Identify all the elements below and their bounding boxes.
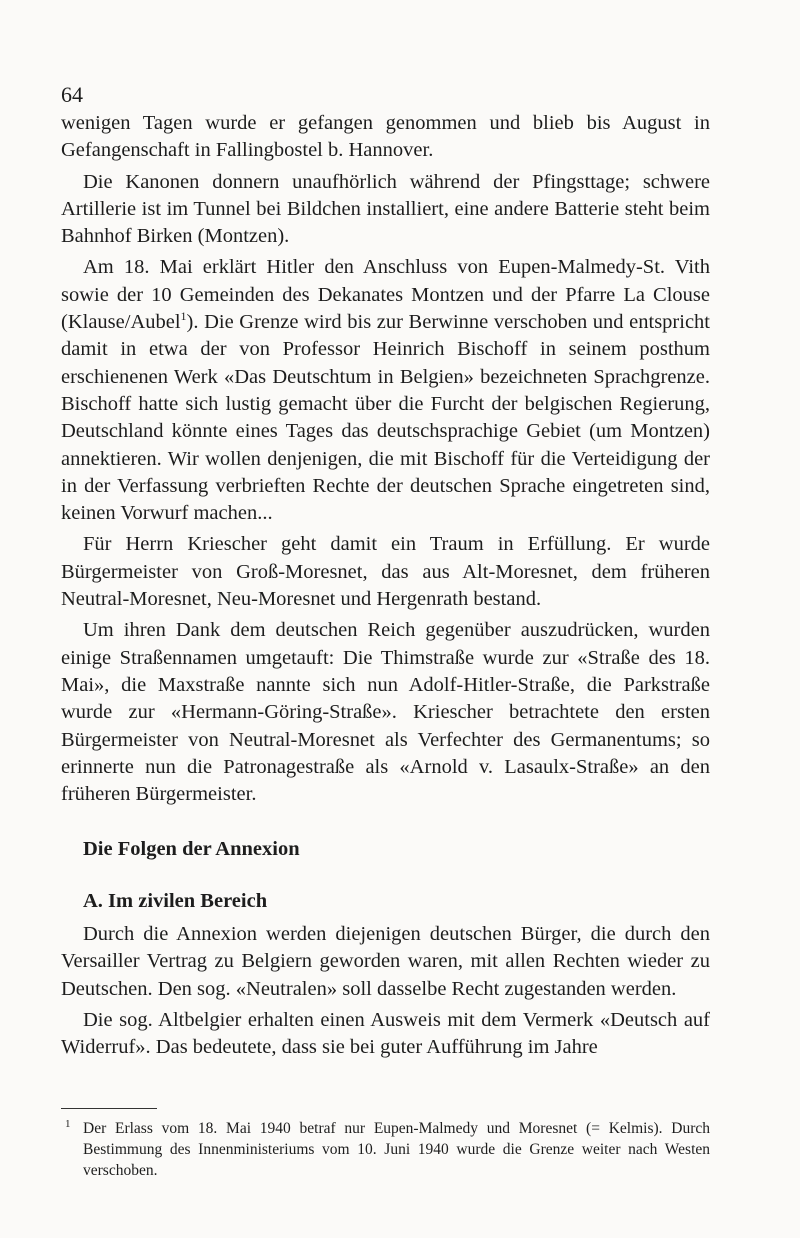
footnote-divider [61, 1108, 157, 1109]
subsection-heading: A. Im zivilen Bereich [83, 889, 268, 912]
paragraph-2: Die Kanonen donnern unaufhörlich während der Pfingsttage; schwere Artillerie ist im Tunnel bei Bildchen installiert, eine andere Batterie steht beim Bahnhof Birken (Montzen). [61, 170, 710, 248]
paragraph-3-part-a: Am 18. Mai erklärt Hitler den Anschluss von Eupen-Malmedy-St. Vith sowie der 10 Gemeinden des Dekanates Montzen und der Pfarre La Clouse (Klause/Aubel [61, 256, 710, 334]
footnote-marker: 1 [65, 1118, 71, 1130]
paragraph-7: Die sog. Altbelgier erhalten einen Ausweis mit dem Vermerk «Deutsch auf Widerruf». Das bedeutete, dass sie bei guter Aufführung im Jahre [61, 1008, 710, 1059]
footnote-text: Der Erlass vom 18. Mai 1940 betraf nur Eupen-Malmedy und Moresnet (= Kelmis). Durch Bestimmung des Innenministeriums vom 10. Juni 1940 wurde die Grenze weiter nach Westen verschoben. [83, 1120, 710, 1179]
section-heading: Die Folgen der Annexion [83, 838, 300, 861]
paragraph-3-part-b: ). Die Grenze wird bis zur Berwinne verschoben und entspricht damit in etwa der von Professor Heinrich Bischoff in seinem posthum erschienenen Werk «Das Deutschtum in Belgien» bezeichneten Sprachgrenze. Bischoff hatte sich lustig gemacht über die Furcht der belgischen Regierung, Deutschland könnte eines Tages das deutschsprachige Gebiet (um Montzen) annektieren. Wir wollen denjenigen, die mit Bischoff für die Verteidigung der in der Verfassung verbrieften Rechte der deutschen Sprache eingetreten sind, keinen Vorwurf machen... [61, 311, 710, 525]
paragraph-4: Für Herrn Kriescher geht damit ein Traum in Erfüllung. Er wurde Bürgermeister von Groß-Moresnet, das aus Alt-Moresnet, dem früheren Neutral-Moresnet, Neu-Moresnet und Hergenrath bestand. [61, 533, 710, 611]
paragraph-3 [61, 254, 710, 527]
page-number: 64 [61, 82, 83, 107]
footnote-reference: 1 [180, 309, 187, 324]
footnote [61, 1118, 710, 1181]
page-body [61, 82, 710, 1062]
paragraph-1: wenigen Tagen wurde er gefangen genommen und blieb bis August in Gefangenschaft in Fallingbostel b. Hannover. [61, 112, 710, 162]
paragraph-5: Um ihren Dank dem deutschen Reich gegenüber auszudrücken, wurden einige Straßennamen umgetauft: Die Thimstraße wurde zur «Straße des 18. Mai», die Maxstraße nannte sich nun Adolf-Hitler-Straße, die Parkstraße wurde zur «Hermann-Göring-Straße». Kriescher betrachtete den ersten Bürgermeister von Neutral-Moresnet als Verfechter des Germanentums; so erinnerte nun die Patronagestraße als «Arnold v. Lasaulx-Straße» an den früheren Bürgermeister. [61, 619, 710, 806]
footnote-area [61, 1108, 710, 1181]
paragraph-6: Durch die Annexion werden diejenigen deutschen Bürger, die durch den Versailler Vertrag zu Belgiern geworden waren, mit allen Rechten wieder zu Deutschen. Den sog. «Neutralen» soll dasselbe Recht zugestanden werden. [61, 923, 710, 1000]
